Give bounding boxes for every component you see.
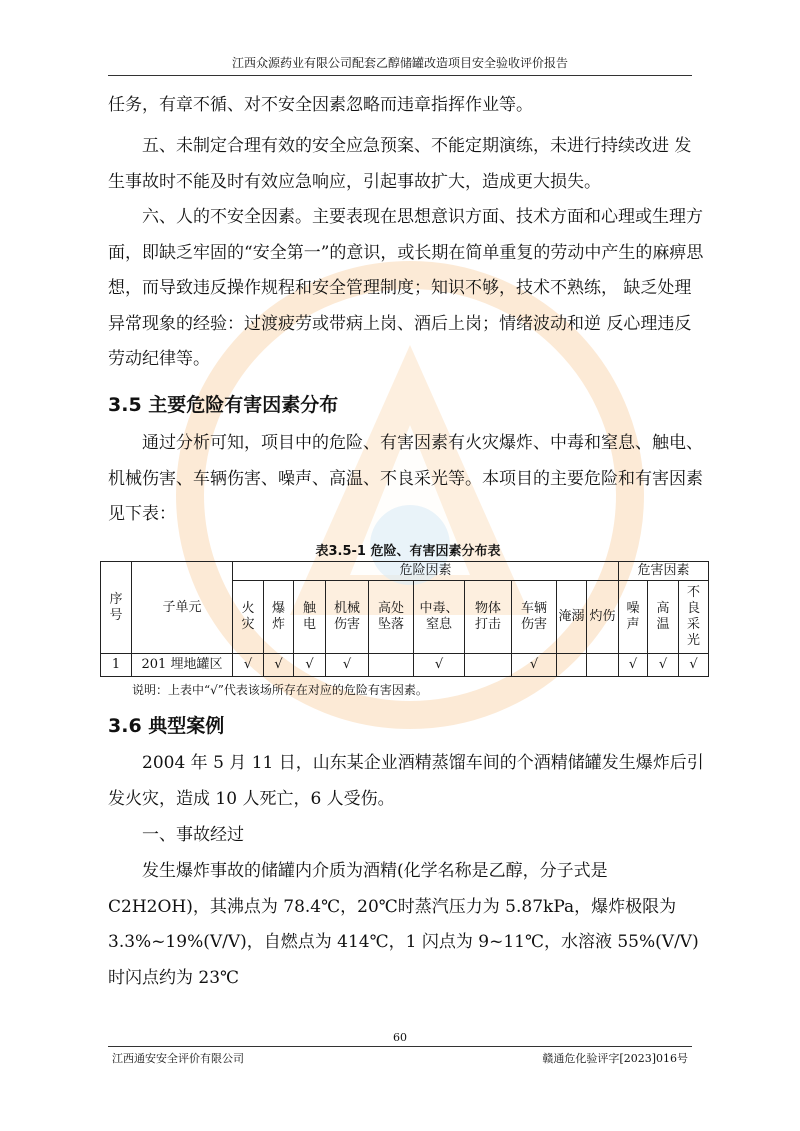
col-unit-header: 子单元: [132, 562, 233, 654]
row-mark: √: [264, 654, 294, 677]
row-mark: [465, 654, 512, 677]
group-harm-header: 危害因素: [619, 562, 709, 581]
section-3-5-text: 通过分析可知，项目中的危险、有害因素有火灾爆炸、中毒和窒息、触电、机械伤害、车辆伤害、噪声、高温、不良采光等。本项目的主要危险和有害因素见下表：: [108, 433, 703, 524]
col-header: 爆炸: [264, 581, 294, 654]
page-header: 江西众源药业有限公司配套乙醇储罐改造项目安全验收评价报告: [108, 54, 692, 76]
col-header: 噪声: [619, 581, 648, 654]
footer-report-number: 赣通危化验评字[2023]016号: [542, 1052, 688, 1065]
table-row: [101, 654, 709, 677]
col-header: 不良采光: [679, 581, 709, 654]
page-number: 60: [393, 1031, 407, 1044]
table-caption: 表3.5-1 危险、有害因素分布表: [315, 544, 501, 559]
case-subheading: 一、事故经过: [142, 825, 244, 845]
row-mark: [587, 654, 619, 677]
section-3-5-heading: 3.5 主要危险有害因素分布: [108, 394, 339, 416]
case-body: 发生爆炸事故的储罐内介质为酒精(化学名称是乙醇，分子式是 C2H2OH)，其沸点为 78.4℃，20℃时蒸汽压力为 5.87kPa，爆炸极限为 3.3%~19%(V/V)，自燃点为 414℃，1 闪点为 9~11℃，水溶液 55%(V/V)时闪点约为 23℃: [108, 861, 699, 988]
col-header: 中毒、窒息: [414, 581, 465, 654]
col-header: 淹溺: [557, 581, 587, 654]
col-header: 物体打击: [465, 581, 512, 654]
col-header: 火灾: [233, 581, 264, 654]
col-header: 触电: [294, 581, 326, 654]
row-mark: √: [414, 654, 465, 677]
footer-divider: [108, 1046, 692, 1047]
paragraph-1: 任务，有章不循、对不安全因素忽略而违章指挥作业等。: [108, 95, 533, 115]
row-mark: √: [326, 654, 369, 677]
hazard-distribution-table: [100, 561, 709, 677]
row-mark: √: [679, 654, 709, 677]
footer-company: 江西通安安全评价有限公司: [112, 1052, 244, 1065]
col-header: 灼伤: [587, 581, 619, 654]
table-header-row: [101, 562, 709, 581]
row-mark: [557, 654, 587, 677]
table-note: 说明：上表中“√”代表该场所存在对应的危险有害因素。: [132, 683, 428, 697]
row-mark: [369, 654, 414, 677]
case-intro: 2004 年 5 月 11 日，山东某企业酒精蒸馏车间的个酒精储罐发生爆炸后引发火灾，造成 10 人死亡，6 人受伤。: [108, 753, 704, 809]
row-seq: 1: [101, 654, 132, 677]
col-header: 机械伤害: [326, 581, 369, 654]
row-mark: √: [648, 654, 679, 677]
col-header: 高温: [648, 581, 679, 654]
paragraph-2: 五、未制定合理有效的安全应急预案、不能定期演练，未进行持续改进 发生事故时不能及时有效应急响应，引起事故扩大，造成更大损失。: [108, 136, 692, 192]
group-danger-header: 危险因素: [233, 562, 619, 581]
section-3-6-heading: 3.6 典型案例: [108, 715, 225, 737]
row-mark: √: [512, 654, 557, 677]
col-header: 车辆伤害: [512, 581, 557, 654]
col-seq-header: 序号: [101, 562, 132, 654]
paragraph-3: 六、人的不安全因素。主要表现在思想意识方面、技术方面和心理或生理方面，即缺乏牢固的“安全第一”的意识，或长期在简单重复的劳动中产生的麻痹思想，而导致违反操作规程和安全管理制度；知识不够，技术不熟练， 缺乏处理异常现象的经验：过渡疲劳或带病上岗、酒后上岗；情绪波动和逆 反心理违反劳动纪律等。: [108, 207, 704, 369]
row-mark: √: [294, 654, 326, 677]
col-header: 高处坠落: [369, 581, 414, 654]
row-unit: 201 埋地罐区: [132, 654, 233, 677]
row-mark: √: [233, 654, 264, 677]
row-mark: √: [619, 654, 648, 677]
